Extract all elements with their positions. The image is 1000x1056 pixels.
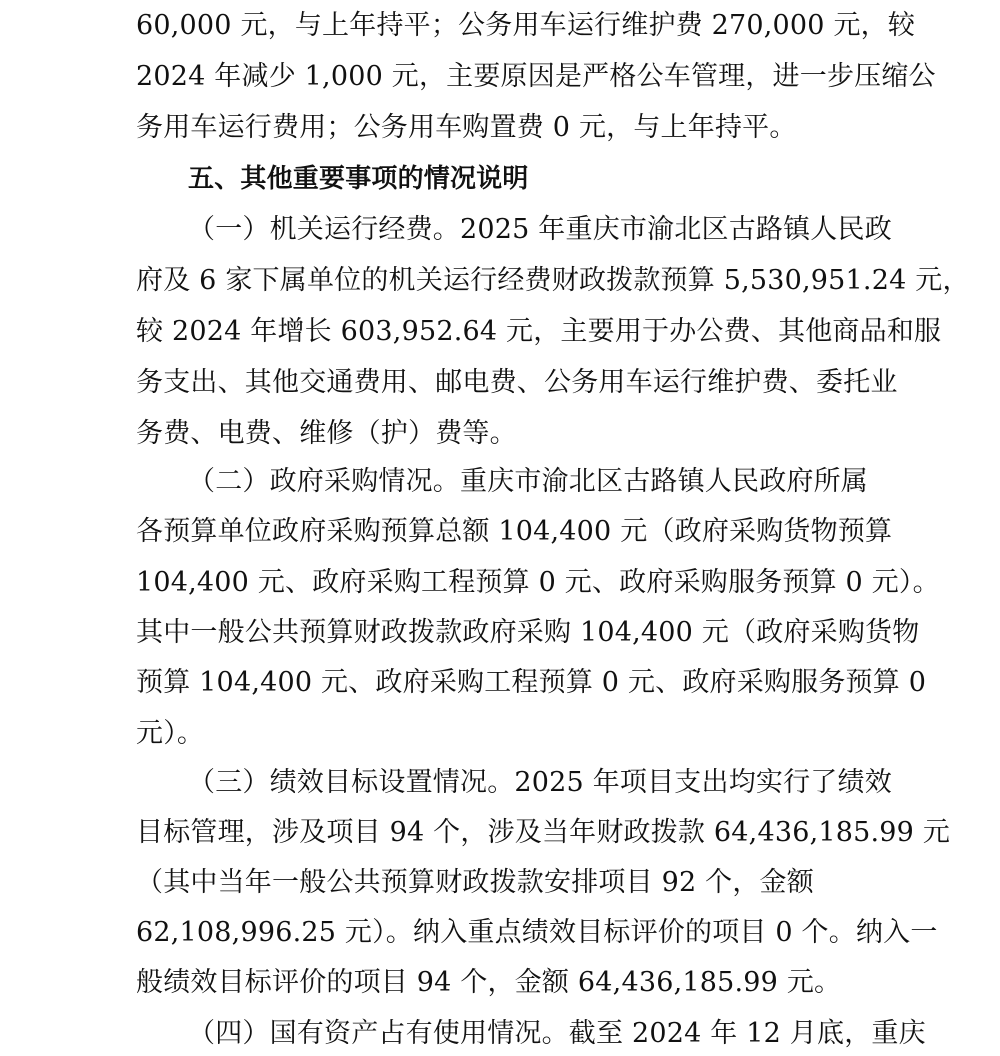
text-line: 般绩效目标评价的项目 94 个，金额 64,436,185.99 元。 [136,967,842,998]
text-line: 府及 6 家下属单位的机关运行经费财政拨款预算 5,530,951.24 元， [136,265,970,296]
text-line: 务费、电费、维修（护）费等。 [136,418,517,449]
text-line: 务用车运行费用；公务用车购置费 0 元，与上年持平。 [136,112,797,143]
text-line: 62,108,996.25 元）。纳入重点绩效目标评价的项目 0 个。纳入一 [136,917,938,948]
section-heading: 五、其他重要事项的情况说明 [188,164,529,194]
text-line: 其中一般公共预算财政拨款政府采购 104,400 元（政府采购货物 [136,617,920,648]
text-line: （其中当年一般公共预算财政拨款安排项目 92 个，金额 [136,867,814,898]
text-line: 60,000 元，与上年持平；公务用车运行维护费 270,000 元，较 [136,10,916,41]
text-line: 各预算单位政府采购预算总额 104,400 元（政府采购货物预算 [136,516,893,547]
text-line: 104,400 元、政府采购工程预算 0 元、政府采购服务预算 0 元）。 [136,567,940,598]
text-line: （三）绩效目标设置情况。2025 年项目支出均实行了绩效 [188,767,892,798]
text-line: （一）机关运行经费。2025 年重庆市渝北区古路镇人民政 [188,214,892,245]
text-line: （四）国有资产占有使用情况。截至 2024 年 12 月底，重庆 [188,1018,926,1049]
text-line: 务支出、其他交通费用、邮电费、公务用车运行维护费、委托业 [136,367,898,398]
text-line: 预算 104,400 元、政府采购工程预算 0 元、政府采购服务预算 0 [136,667,927,698]
text-line: 目标管理，涉及项目 94 个，涉及当年财政拨款 64,436,185.99 元 [136,817,951,848]
text-line: 元）。 [136,718,205,749]
text-line: 较 2024 年增长 603,952.64 元，主要用于办公费、其他商品和服 [136,316,942,347]
text-line: （二）政府采购情况。重庆市渝北区古路镇人民政府所属 [188,466,868,497]
text-line: 2024 年减少 1,000 元，主要原因是严格公车管理，进一步压缩公 [136,61,936,92]
